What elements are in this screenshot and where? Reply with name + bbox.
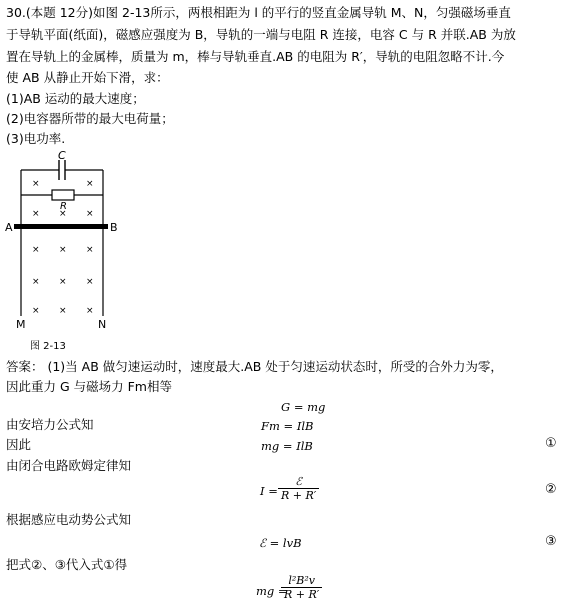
svg-text:×: × xyxy=(59,277,67,287)
equation-emf: ℰ = lvB xyxy=(259,536,302,550)
label-r: R xyxy=(60,201,67,212)
svg-text:×: × xyxy=(32,209,40,219)
problem-line-3: 置在导轨上的金属棒，质量为 m，棒与导轨垂直.AB 的电阻为 R′，导轨的电阻忽略不计.今 xyxy=(6,49,505,64)
equation-final-numerator: l²B²v xyxy=(281,574,322,588)
equation-number-3: ③ xyxy=(545,534,557,549)
svg-text:×: × xyxy=(59,209,67,219)
equation-f: Fm = IlB xyxy=(261,419,314,433)
svg-text:×: × xyxy=(59,306,67,316)
question-3: (3)电功率. xyxy=(6,131,66,146)
metal-rod-ab xyxy=(14,224,108,229)
svg-text:×: × xyxy=(32,306,40,316)
label-n: N xyxy=(98,318,107,331)
label-c: C xyxy=(58,149,66,162)
svg-text:×: × xyxy=(86,306,94,316)
figure-caption: 图 2-13 xyxy=(30,341,66,352)
equation-i-denominator: R + R′ xyxy=(281,489,317,502)
svg-text:×: × xyxy=(86,209,94,219)
equation-number-2: ② xyxy=(545,482,557,497)
equation-final-fraction xyxy=(281,574,322,601)
text-substitute: 把式②、③代入式①得 xyxy=(6,557,128,572)
answer-line-2: 因此重力 G 与磁场力 Fm相等 xyxy=(6,379,172,394)
answer-line-1: 答案： (1)当 AB 做匀速运动时，速度最大.AB 处于匀速运动状态时，所受的合外力为零， xyxy=(6,359,503,374)
svg-text:×: × xyxy=(32,179,40,189)
text-hence: 因此 xyxy=(6,437,32,452)
label-m: M xyxy=(16,318,26,331)
equation-i-lhs: I = xyxy=(260,484,278,498)
svg-text:×: × xyxy=(86,277,94,287)
question-2: (2)电容器所带的最大电荷量； xyxy=(6,111,174,126)
equation-g: G = mg xyxy=(281,400,326,414)
svg-text:×: × xyxy=(86,245,94,255)
svg-text:×: × xyxy=(32,277,40,287)
label-b: B xyxy=(110,221,118,234)
question-1: (1)AB 运动的最大速度； xyxy=(6,91,145,106)
equation-final-denominator: R + R′ xyxy=(284,588,320,601)
equation-i-fraction xyxy=(278,475,319,502)
equation-number-1: ① xyxy=(545,436,557,451)
problem-line-4: 使 AB 从静止开始下滑，求： xyxy=(6,70,169,85)
equation-final-lhs: mg = xyxy=(256,584,288,598)
label-a: A xyxy=(5,221,13,234)
text-ampere: 由安培力公式知 xyxy=(6,417,94,432)
svg-text:×: × xyxy=(59,245,67,255)
capacitor-symbol xyxy=(59,160,65,180)
svg-text:×: × xyxy=(86,179,94,189)
equation-i-numerator: ℰ xyxy=(278,475,319,489)
svg-text:×: × xyxy=(32,245,40,255)
equation-mg: mg = IlB xyxy=(261,439,313,453)
resistor-symbol xyxy=(52,190,74,200)
text-emf: 根据感应电动势公式知 xyxy=(6,512,132,527)
problem-line-2: 于导轨平面(纸面)，磁感应强度为 B，导轨的一端与电阻 R 连接，电容 C 与 R 并联.AB 为放 xyxy=(6,27,516,42)
text-ohm: 由闭合电路欧姆定律知 xyxy=(6,458,132,473)
problem-line-1: 30.(本题 12分)如图 2-13所示，两根相距为 l 的平行的竖直金属导轨 M、N，匀强磁场垂直 xyxy=(6,5,511,20)
